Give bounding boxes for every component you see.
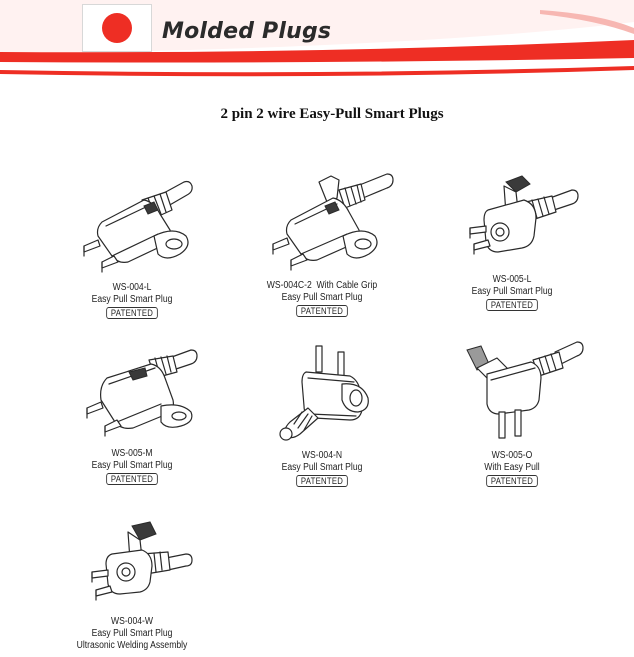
- product-description: Easy Pull Smart Plug: [471, 286, 553, 297]
- product-card: [42, 514, 222, 652]
- patented-badge: PATENTED: [487, 475, 538, 487]
- plug-illustration-ws-004c-2: [247, 168, 397, 280]
- product-description: With Easy Pull: [484, 462, 540, 473]
- product-model: WS-005-L: [492, 274, 532, 285]
- patented-badge: PATENTED: [107, 307, 158, 319]
- product-description: Easy Pull Smart Plug: [281, 292, 363, 303]
- patented-badge: PATENTED: [107, 473, 158, 485]
- plug-illustration-ws-005-m: [57, 342, 207, 448]
- section-subtitle: 2 pin 2 wire Easy-Pull Smart Plugs: [220, 106, 444, 122]
- product-card: [422, 338, 602, 488]
- logo-box: [82, 4, 152, 52]
- product-card: [422, 170, 602, 312]
- page-header: [0, 0, 634, 90]
- product-card: [42, 342, 222, 486]
- patented-badge: PATENTED: [297, 475, 348, 487]
- product-card: [232, 338, 412, 488]
- plug-illustration-ws-005-l: [442, 170, 582, 274]
- patented-badge: PATENTED: [487, 299, 538, 311]
- product-model: WS-005-O: [491, 450, 533, 461]
- plug-illustration-ws-004-w: [62, 514, 202, 616]
- product-card: [232, 168, 412, 318]
- product-description: Easy Pull Smart Plug: [91, 460, 173, 471]
- product-model: WS-004-N: [301, 450, 343, 461]
- product-model: WS-005-M: [111, 448, 153, 459]
- page-title: Molded Plugs: [162, 19, 332, 44]
- product-description: Easy Pull Smart Plug: [91, 294, 173, 305]
- product-description-secondary: Ultrasonic Welding Assembly: [76, 640, 188, 651]
- product-model: WS-004C-2 With Cable Grip: [266, 280, 378, 291]
- patented-badge: PATENTED: [297, 305, 348, 317]
- product-description: Easy Pull Smart Plug: [91, 628, 173, 639]
- plug-illustration-ws-005-o: [437, 338, 587, 450]
- plug-illustration-ws-004-l: [62, 170, 202, 282]
- plug-illustration-ws-004-n: [252, 338, 392, 450]
- product-card: [42, 170, 222, 320]
- red-dot-logo: [102, 13, 132, 43]
- product-description: Easy Pull Smart Plug: [281, 462, 363, 473]
- product-model: WS-004-L: [112, 282, 152, 293]
- product-model: WS-004-W: [110, 616, 154, 627]
